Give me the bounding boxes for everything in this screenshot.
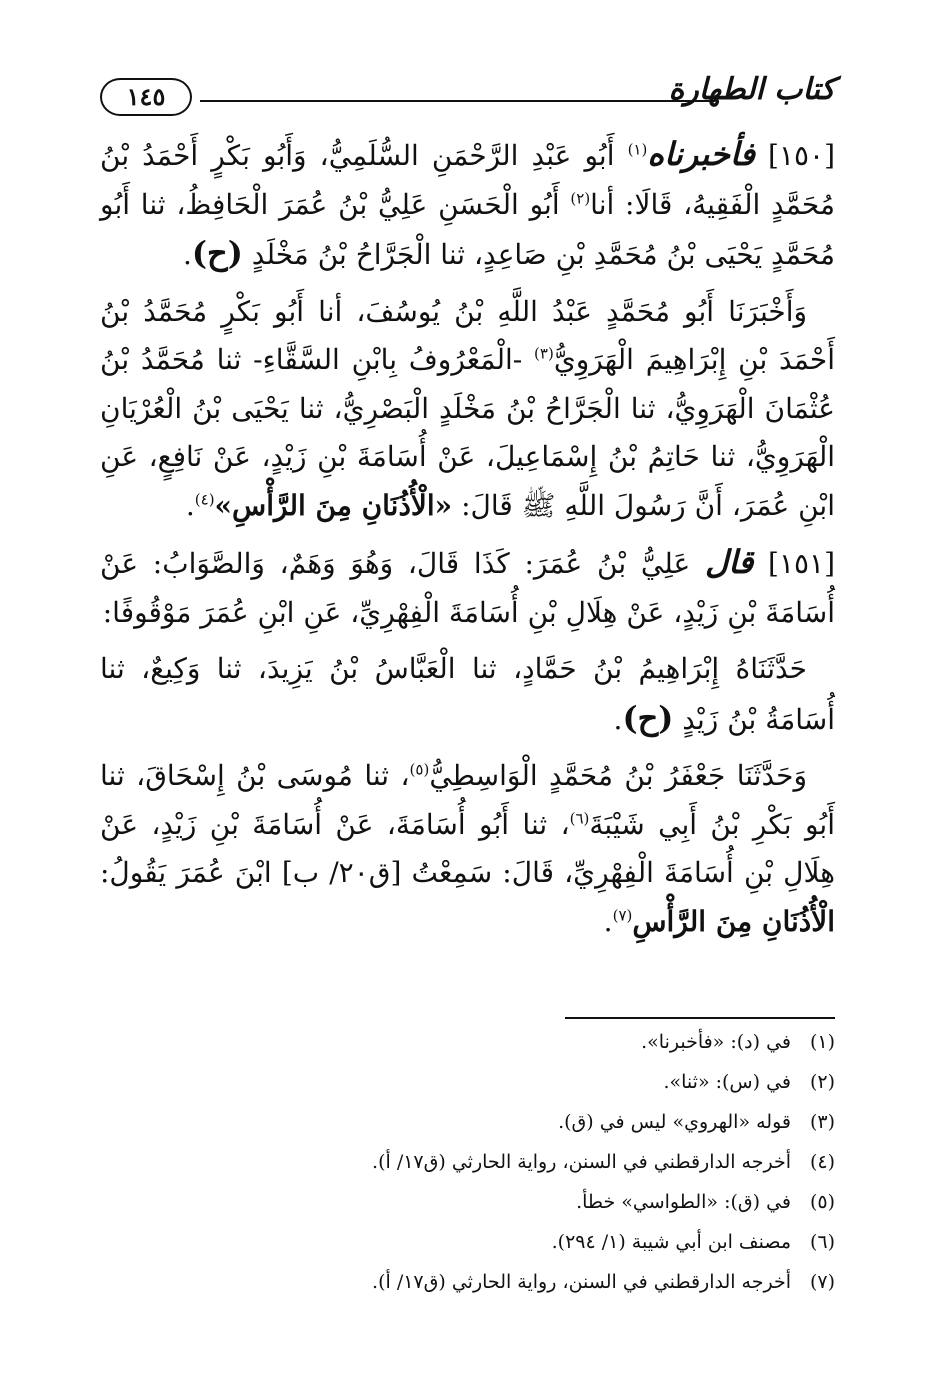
paragraph-isnad-4	[100, 752, 835, 946]
footnote-item	[100, 1022, 835, 1062]
footnote-text: أخرجه الدارقطني في السنن، رواية الحارثي (ق١٧/ أ).	[372, 1151, 791, 1173]
footnote-item	[100, 1222, 835, 1262]
paragraph-isnad-2	[100, 288, 835, 531]
paragraph-end: .	[185, 488, 195, 522]
paragraph-number: [١٥١]	[768, 547, 836, 580]
footnote-item	[100, 1102, 835, 1142]
paragraph-number: [١٥٠]	[768, 139, 835, 172]
footnote-number: (٣)	[809, 1111, 835, 1133]
footnote-item	[100, 1062, 835, 1102]
paragraph-text: أَبُو عَبْدِ الرَّحْمَنِ السُّلَمِيُّ، وَأَبُو بَكْرٍ أَحْمَدُ بْنُ مُحَمَّدٍ الْفَقِيهُ، قَالَا: أنا	[100, 139, 836, 221]
footnote-text: في (د): «فأخبرنا».	[641, 1031, 791, 1053]
footnote-text: قوله «الهروي» ليس في (ق).	[558, 1111, 791, 1133]
footnote-number: (٤)	[809, 1151, 835, 1173]
footnote-ref: (٢)	[570, 189, 591, 208]
paragraph-isnad-3	[100, 645, 835, 744]
paragraph-lead-word: قال	[704, 543, 754, 581]
footnote-item	[100, 1262, 835, 1302]
paragraph-text: -الْمَعْرُوفُ بِابْنِ السَّقَّاءِ- ثنا مُحَمَّدُ بْنُ عُثْمَانَ الْهَرَوِيُّ، ثنا الْجَرَّاحُ بْنُ مَخْلَدٍ الْبَصْرِيُّ، ثنا يَحْيَى بْنُ الْعُرْيَانِ الْهَرَوِيُّ، ثنا حَاتِمُ بْنُ إِسْمَاعِيلَ، عَنْ أُسَامَةَ بْنِ زَيْدٍ، عَنْ نَافِعٍ، عَنِ ابْنِ عُمَرَ، أَنَّ رَسُولَ اللَّهِ ﷺ قَالَ:	[100, 343, 835, 522]
paragraph-text: وَأَخْبَرَنَا أَبُو مُحَمَّدٍ عَبْدُ اللَّهِ بْنُ يُوسُفَ، أنا أَبُو بَكْرٍ مُحَمَّدُ بْنُ أَحْمَدَ بْنِ إِبْرَاهِيمَ الْهَرَوِيُّ	[100, 294, 835, 376]
footnote-ref: (٥)	[409, 760, 430, 779]
footnote-number: (٦)	[809, 1231, 835, 1253]
footnote-number: (١)	[809, 1031, 835, 1053]
page-number: ١٤٥	[126, 82, 166, 111]
footnotes	[100, 1022, 835, 1302]
paragraph-lead-word: فأخبرناه	[647, 135, 755, 173]
footnote-ref: (١)	[627, 140, 648, 159]
paragraph-151	[100, 538, 835, 637]
footnote-ref: (٤)	[194, 490, 215, 509]
paragraph-text: ، ثنا أَبُو أُسَامَةَ، عَنْ أُسَامَةَ بْنِ زَيْدٍ، عَنْ هِلَالِ بْنِ أُسَامَةَ الْفِهْرِيِّ، قَالَ: سَمِعْتُ [ق٢٠/ ب] ابْنَ عُمَرَ يَقُولُ:	[100, 807, 836, 889]
main-text	[100, 130, 835, 948]
footnote-text: مصنف ابن أبي شيبة (١/ ٢٩٤).	[551, 1231, 791, 1253]
footnote-item	[100, 1142, 835, 1182]
paragraph-text: عَلِيُّ بْنُ عُمَرَ: كَذَا قَالَ، وَهُوَ وَهَمٌ، وَالصَّوَابُ: عَنْ أُسَامَةَ بْنِ زَيْدٍ، عَنْ هِلَالِ بْنِ أُسَامَةَ الْفِهْرِيِّ، عَنِ ابْنِ عُمَرَ مَوْقُوفًا:	[100, 547, 835, 629]
footnote-separator	[565, 1017, 835, 1019]
paragraph-text: ، ثنا مُوسَى بْنُ إِسْحَاقَ، ثنا أَبُو بَكْرِ بْنُ أَبِي شَيْبَةَ	[100, 759, 835, 841]
hadith-text: الْأُذُنَانِ مِنَ الرَّأْسِ	[632, 904, 835, 938]
footnote-text: أخرجه الدارقطني في السنن، رواية الحارثي (ق١٧/ أ).	[372, 1271, 791, 1293]
book-title: كتاب الطهارة	[668, 72, 835, 107]
footnote-ref: (٧)	[612, 906, 633, 925]
footnote-ref: (٣)	[534, 344, 554, 363]
paragraph-text: حَدَّثَنَاهُ إِبْرَاهِيمُ بْنُ حَمَّادٍ، ثنا الْعَبَّاسُ بْنُ يَزِيدَ، ثنا وَكِيعٌ، ثنا أُسَامَةُ بْنُ زَيْدٍ	[100, 652, 835, 736]
footnote-item	[100, 1182, 835, 1222]
tahwil-symbol: (ح)	[191, 234, 243, 272]
footnote-number: (٢)	[809, 1071, 835, 1093]
paragraph-text: أَبُو الْحَسَنِ عَلِيُّ بْنُ عُمَرَ الْحَافِظُ، ثنا أَبُو مُحَمَّدٍ يَحْيَى بْنُ مُحَمَّدِ بْنِ صَاعِدٍ، ثنا الْجَرَّاحُ بْنُ مَخْلَدٍ	[100, 187, 835, 271]
paragraph-end: .	[613, 702, 623, 736]
page-number-badge	[100, 78, 192, 116]
page-header	[100, 64, 835, 134]
paragraph-end: .	[603, 904, 613, 938]
paragraph-end: .	[183, 238, 192, 271]
footnote-text: في (ق): «الطواسي» خطأ.	[576, 1191, 791, 1213]
footnote-text: في (س): «ثنا».	[663, 1071, 791, 1093]
footnote-ref: (٦)	[569, 809, 590, 828]
tahwil-symbol: (ح)	[622, 698, 674, 737]
header-rule	[200, 100, 715, 102]
footnote-number: (٥)	[809, 1191, 835, 1213]
footnote-number: (٧)	[809, 1271, 835, 1293]
hadith-text: «الْأُذُنَانِ مِنَ الرَّأْسِ»	[214, 488, 453, 522]
paragraph-text: وَحَدَّثَنَا جَعْفَرُ بْنُ مُحَمَّدٍ الْوَاسِطِيُّ	[429, 759, 808, 792]
paragraph-150	[100, 130, 835, 280]
